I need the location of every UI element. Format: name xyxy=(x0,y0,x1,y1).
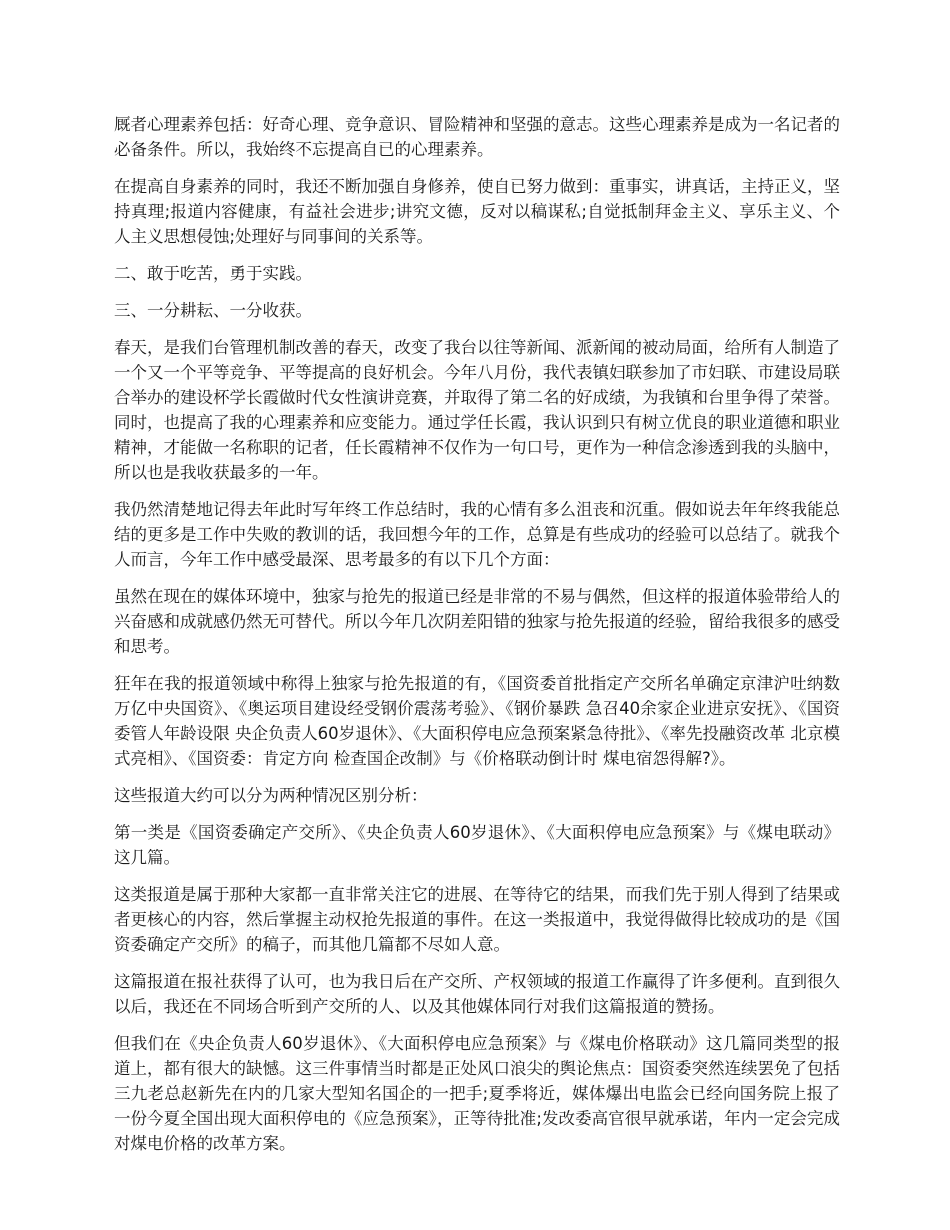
paragraph-13: 但我们在《央企负责人60岁退休》、《大面积停电应急预案》与《煤电价格联动》这几篇同类型的报道上，都有很大的缺憾。这三件事情当时都是正处风口浪尖的舆论焦点：国资委突然连续罢免了包括三九老总赵新先在内的几家大型知名国企的一把手;夏季将近，媒体爆出电监会已经向国务院上报了一份今夏全国出现大面积停电的《应急预案》，正等待批准;发改委高官很早就承诺，年内一定会完成对煤电价格的改革方案。 xyxy=(114,1034,840,1153)
paragraph-11: 这类报道是属于那种大家都一直非常关注它的进展、在等待它的结果，而我们先于别人得到了结果或者更核心的内容，然后掌握主动权抢先报道的事件。在这一类报道中，我觉得做得比较成功的是《国资委确定产交所》的稿子，而其他几篇都不尽如人意。 xyxy=(114,885,840,954)
paragraph-1: 厩者心理素养包括：好奇心理、竞争意识、冒险精神和坚强的意志。这些心理素养是成为一名记者的必备条件。所以，我始终不忘提高自已的心理素养。 xyxy=(114,115,840,159)
paragraph-2: 在提高自身素养的同时，我还不断加强自身修养，使自已努力做到：重事实，讲真话，主持正义，坚持真理;报道内容健康，有益社会进步;讲究文德，反对以稿谋私;自觉抵制拜金主义、享乐主义、个人主义思想侵蚀;处理好与同事间的关系等。 xyxy=(114,177,840,246)
paragraph-10: 第一类是《国资委确定产交所》、《央企负责人60岁退休》、《大面积停电应急预案》与《煤电联动》这几篇。 xyxy=(114,823,840,867)
paragraph-5: 春天，是我们台管理机制改善的春天，改变了我台以往等新闻、派新闻的被动局面，给所有人制造了一个又一个平等竞争、平等提高的良好机会。今年八月份，我代表镇妇联参加了市妇联、市建设局联合举办的建设杯学长霞做时代女性演讲竞赛，并取得了第二名的好成绩，为我镇和台里争得了荣誉。同时，也提高了我的心理素养和应变能力。通过学任长霞，我认识到只有树立优良的职业道德和职业精神，才能做一名称职的记者，任长霞精神不仅作为一句口号，更作为一种信念渗透到我的头脑中，所以也是我收获最多的一年。 xyxy=(114,338,840,482)
paragraph-3: 二、敢于吃苦，勇于实践。 xyxy=(114,264,312,283)
document-body xyxy=(114,112,840,1168)
paragraph-6: 我仍然清楚地记得去年此时写年终工作总结时，我的心情有多么沮丧和沉重。假如说去年年终我能总结的更多是工作中失败的教训的话，我回想今年的工作，总算是有些成功的经验可以总结了。就我个人而言，今年工作中感受最深、思考最多的有以下几个方面： xyxy=(114,500,840,569)
paragraph-8: 狂年在我的报道领域中称得上独家与抢先报道的有，《国资委首批指定产交所名单确定京津沪吐纳数万亿中央国资》、《奥运项目建设经受钢价震荡考验》、《钢价暴跌 急召40余家企业进京安抚》、《国资委管人年龄设限 央企负责人60岁退休》、《大面积停电应急预案紧急待批》、《率先投融资改革 北京模式亮相》、《国资委：肯定方向 检查国企改制》与《价格联动倒计时 煤电宿怨得解?》。 xyxy=(114,674,840,768)
paragraph-7: 虽然在现在的媒体环境中，独家与抢先的报道已经是非常的不易与偶然，但这样的报道体验带给人的兴奋感和成就感仍然无可替代。所以今年几次阴差阳错的独家与抢先报道的经验，留给我很多的感受和思考。 xyxy=(114,587,840,656)
paragraph-4: 三、一分耕耘、一分收获。 xyxy=(114,301,312,320)
paragraph-9: 这些报道大约可以分为两种情况区别分析： xyxy=(114,786,428,805)
paragraph-12: 这篇报道在报社获得了认可，也为我日后在产交所、产权领域的报道工作赢得了许多便利。直到很久以后，我还在不同场合听到产交所的人、以及其他媒体同行对我们这篇报道的赞扬。 xyxy=(114,972,840,1016)
